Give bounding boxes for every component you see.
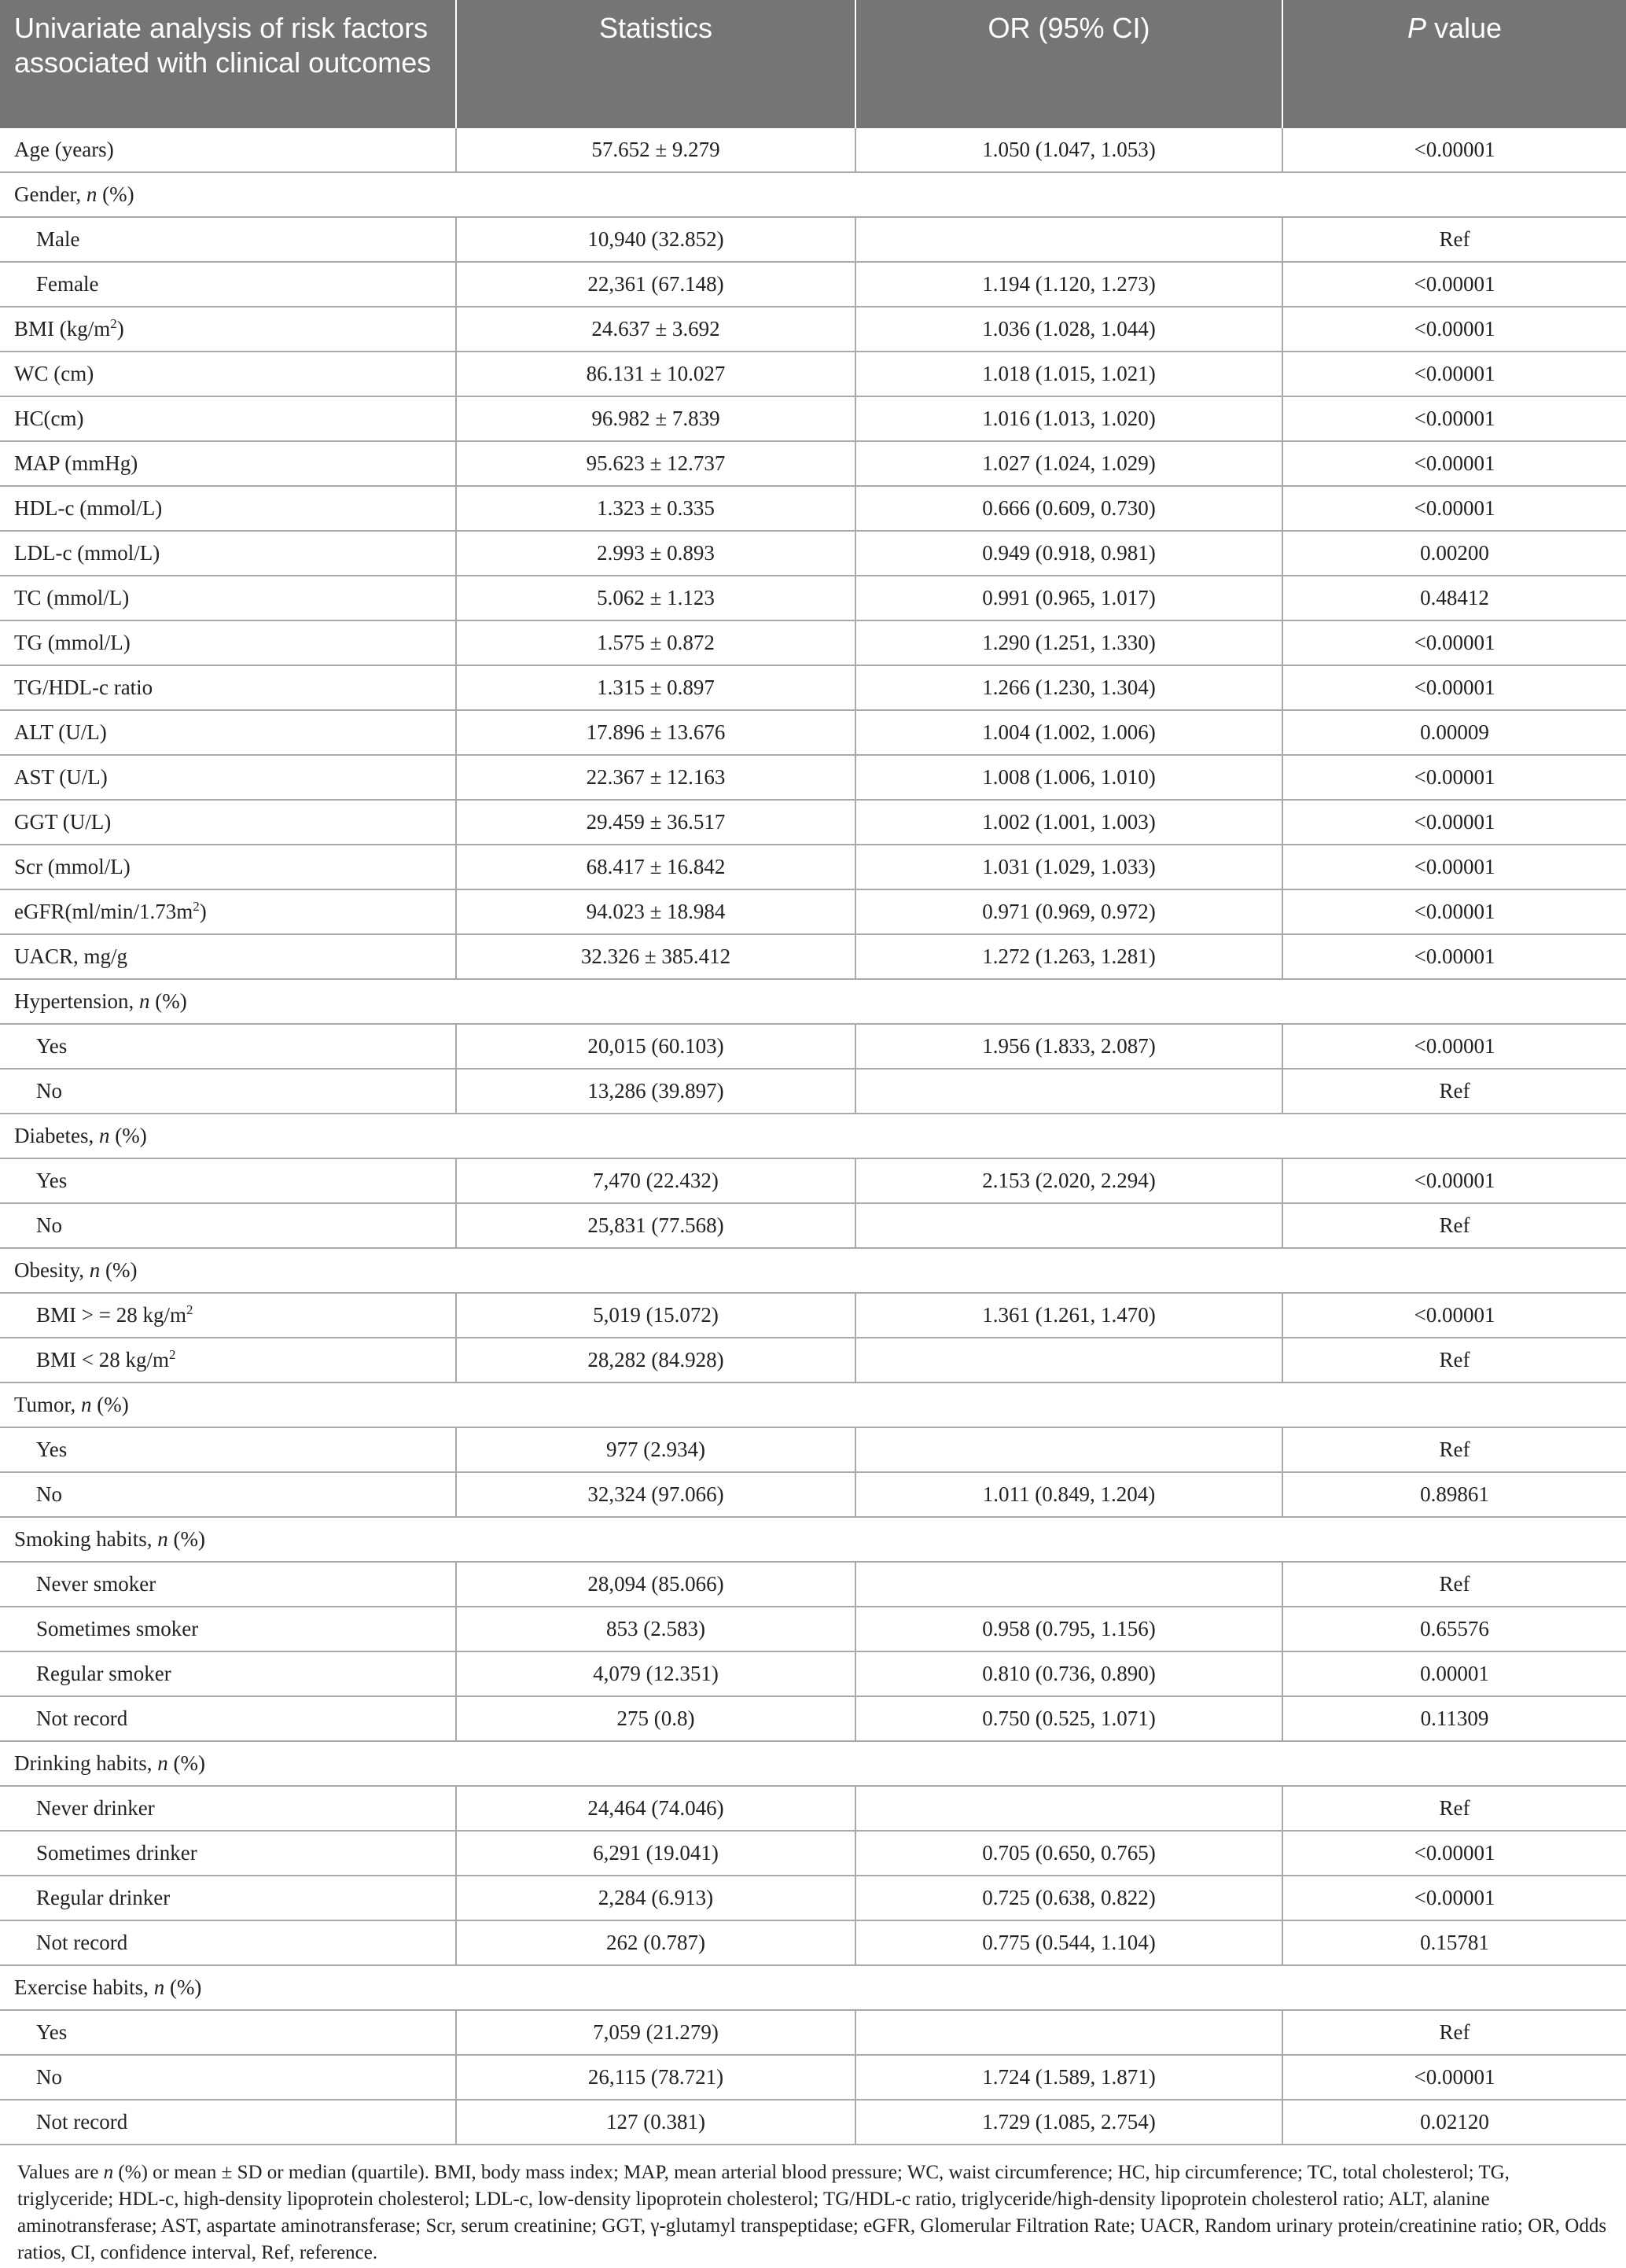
cell-p-value: Ref xyxy=(1282,1203,1626,1248)
table-row xyxy=(0,2100,1626,2145)
table-row xyxy=(0,889,1626,934)
row-label-text: Sometimes drinker xyxy=(36,1841,197,1865)
cell-p-value: <0.00001 xyxy=(1282,1293,1626,1338)
cell-statistics: 94.023 ± 18.984 xyxy=(456,889,855,934)
footnote-text: (%) or mean ± SD or median (quartile). BMI, body mass index; MAP, mean arterial blood pressure; WC, waist circumference; HC, hip circumference; TC, total cholesterol; TG, triglyceride; HDL-c, high-density lipoprotein cholesterol; LDL-c, low-density lipoprotein cholesterol; TG/HDL-c ratio, triglyceride/high-density lipoprotein cholesterol ratio; ALT, alanine aminotransferase; AST, aspartate aminotransferase; Scr, serum creatinine; GGT, γ-glutamyl transpeptidase; eGFR, Glomerular Filtration Rate; UACR, Random urinary protein/creatinine ratio; OR, Odds ratios, CI, confidence interval, Ref, reference. xyxy=(17,2162,1607,2263)
cell-p-value: <0.00001 xyxy=(1282,845,1626,889)
row-label-superscript: 2 xyxy=(186,1302,193,1317)
cell-or-ci: 0.725 (0.638, 0.822) xyxy=(855,1876,1282,1920)
table-row xyxy=(0,1472,1626,1517)
row-label xyxy=(0,1562,456,1607)
cell-statistics: 26,115 (78.721) xyxy=(456,2055,855,2100)
cell-p-value: <0.00001 xyxy=(1282,352,1626,396)
cell-p-value: Ref xyxy=(1282,1338,1626,1383)
row-label-suffix: ) xyxy=(199,900,207,923)
row-label xyxy=(0,1876,456,1920)
table-row xyxy=(0,1158,1626,1203)
row-label xyxy=(0,307,456,352)
cell-p-value: <0.00001 xyxy=(1282,396,1626,441)
group-header-row xyxy=(0,1965,1626,2010)
table-row xyxy=(0,1607,1626,1651)
row-label-text: Yes xyxy=(36,1169,68,1192)
row-label-text: MAP (mmHg) xyxy=(14,451,138,475)
cell-p-value: <0.00001 xyxy=(1282,2055,1626,2100)
group-label-text: Smoking habits, xyxy=(14,1527,158,1551)
group-label-text: Hypertension, xyxy=(14,989,139,1013)
cell-or-ci: 0.775 (0.544, 1.104) xyxy=(855,1920,1282,1965)
cell-statistics: 29.459 ± 36.517 xyxy=(456,800,855,845)
group-label xyxy=(0,979,1626,1024)
header-or-ci: OR (95% CI) xyxy=(855,0,1282,128)
cell-or-ci xyxy=(855,1069,1282,1114)
header-p-word: value xyxy=(1433,12,1503,44)
cell-statistics: 57.652 ± 9.279 xyxy=(456,128,855,172)
row-label-text: No xyxy=(36,1079,62,1103)
row-label-text: LDL-c (mmol/L) xyxy=(14,541,160,565)
group-label-suffix: (%) xyxy=(109,1124,147,1147)
table-row xyxy=(0,934,1626,979)
cell-statistics: 17.896 ± 13.676 xyxy=(456,710,855,755)
cell-or-ci: 1.004 (1.002, 1.006) xyxy=(855,710,1282,755)
cell-statistics: 96.982 ± 7.839 xyxy=(456,396,855,441)
cell-p-value: <0.00001 xyxy=(1282,441,1626,486)
cell-statistics: 275 (0.8) xyxy=(456,1696,855,1741)
row-label xyxy=(0,1427,456,1472)
cell-p-value: <0.00001 xyxy=(1282,755,1626,800)
cell-or-ci: 1.016 (1.013, 1.020) xyxy=(855,396,1282,441)
row-label xyxy=(0,800,456,845)
cell-statistics: 2,284 (6.913) xyxy=(456,1876,855,1920)
table-row xyxy=(0,1696,1626,1741)
footnote-prefix: Values are xyxy=(17,2162,104,2183)
group-label-n: n xyxy=(98,1124,110,1147)
cell-p-value: <0.00001 xyxy=(1282,1024,1626,1069)
cell-or-ci: 1.002 (1.001, 1.003) xyxy=(855,800,1282,845)
cell-or-ci: 0.666 (0.609, 0.730) xyxy=(855,486,1282,531)
cell-or-ci: 0.705 (0.650, 0.765) xyxy=(855,1831,1282,1876)
row-label xyxy=(0,1472,456,1517)
cell-statistics: 25,831 (77.568) xyxy=(456,1203,855,1248)
group-label-suffix: (%) xyxy=(97,182,134,206)
row-label xyxy=(0,1696,456,1741)
table-row xyxy=(0,620,1626,665)
table-row xyxy=(0,128,1626,172)
row-label xyxy=(0,441,456,486)
cell-or-ci: 1.956 (1.833, 2.087) xyxy=(855,1024,1282,1069)
cell-statistics: 6,291 (19.041) xyxy=(456,1831,855,1876)
cell-statistics: 5.062 ± 1.123 xyxy=(456,576,855,620)
cell-or-ci: 0.958 (0.795, 1.156) xyxy=(855,1607,1282,1651)
group-label-n: n xyxy=(80,1393,92,1416)
row-label xyxy=(0,1069,456,1114)
row-label-text: Regular drinker xyxy=(36,1886,171,1909)
group-label-text: Drinking habits, xyxy=(14,1751,158,1775)
cell-or-ci: 1.031 (1.029, 1.033) xyxy=(855,845,1282,889)
group-label-suffix: (%) xyxy=(91,1393,129,1416)
cell-or-ci: 0.810 (0.736, 0.890) xyxy=(855,1651,1282,1696)
cell-or-ci: 0.991 (0.965, 1.017) xyxy=(855,576,1282,620)
cell-p-value: <0.00001 xyxy=(1282,620,1626,665)
table-row xyxy=(0,262,1626,307)
row-label xyxy=(0,128,456,172)
table-row xyxy=(0,1651,1626,1696)
cell-statistics: 95.623 ± 12.737 xyxy=(456,441,855,486)
table-body xyxy=(0,128,1626,2145)
row-label xyxy=(0,217,456,262)
cell-statistics: 5,019 (15.072) xyxy=(456,1293,855,1338)
cell-or-ci: 1.729 (1.085, 2.754) xyxy=(855,2100,1282,2145)
group-label xyxy=(0,1517,1626,1562)
group-label-text: Diabetes, xyxy=(14,1124,99,1147)
cell-p-value: Ref xyxy=(1282,1786,1626,1831)
row-label xyxy=(0,1831,456,1876)
cell-p-value: 0.11309 xyxy=(1282,1696,1626,1741)
group-header-row xyxy=(0,172,1626,217)
cell-p-value: 0.65576 xyxy=(1282,1607,1626,1651)
cell-p-value: <0.00001 xyxy=(1282,307,1626,352)
row-label xyxy=(0,620,456,665)
cell-statistics: 13,286 (39.897) xyxy=(456,1069,855,1114)
cell-or-ci: 1.194 (1.120, 1.273) xyxy=(855,262,1282,307)
cell-statistics: 4,079 (12.351) xyxy=(456,1651,855,1696)
cell-p-value: 0.48412 xyxy=(1282,576,1626,620)
cell-p-value: <0.00001 xyxy=(1282,1831,1626,1876)
table-row xyxy=(0,1786,1626,1831)
cell-statistics: 127 (0.381) xyxy=(456,2100,855,2145)
cell-p-value: 0.02120 xyxy=(1282,2100,1626,2145)
table-row xyxy=(0,2055,1626,2100)
header-p-value xyxy=(1282,0,1626,128)
row-label-text: eGFR(ml/min/1.73m xyxy=(14,900,193,923)
row-label xyxy=(0,934,456,979)
row-label-text: No xyxy=(36,2065,62,2089)
row-label-text: UACR, mg/g xyxy=(14,944,128,968)
group-header-row xyxy=(0,979,1626,1024)
group-label-suffix: (%) xyxy=(167,1527,205,1551)
row-label-text: TC (mmol/L) xyxy=(14,586,130,609)
row-label-text: Scr (mmol/L) xyxy=(14,855,131,878)
row-label xyxy=(0,396,456,441)
table-header xyxy=(0,0,1626,128)
row-label xyxy=(0,2010,456,2055)
cell-p-value: Ref xyxy=(1282,2010,1626,2055)
cell-or-ci: 1.266 (1.230, 1.304) xyxy=(855,665,1282,710)
row-label-text: HC(cm) xyxy=(14,407,84,430)
row-label-text: Male xyxy=(36,227,80,251)
table-row xyxy=(0,1069,1626,1114)
group-label-suffix: (%) xyxy=(100,1258,138,1282)
cell-statistics: 22,361 (67.148) xyxy=(456,262,855,307)
row-label-text: No xyxy=(36,1213,62,1237)
row-label-text: BMI (kg/m xyxy=(14,317,111,341)
group-header-row xyxy=(0,1517,1626,1562)
group-label-n: n xyxy=(153,1975,165,1999)
cell-p-value: 0.00001 xyxy=(1282,1651,1626,1696)
table-row xyxy=(0,800,1626,845)
cell-statistics: 32,324 (97.066) xyxy=(456,1472,855,1517)
row-label-text: TG (mmol/L) xyxy=(14,631,131,654)
row-label xyxy=(0,531,456,576)
cell-or-ci: 1.724 (1.589, 1.871) xyxy=(855,2055,1282,2100)
cell-statistics: 24.637 ± 3.692 xyxy=(456,307,855,352)
row-label-text: Yes xyxy=(36,1438,68,1461)
table-row xyxy=(0,576,1626,620)
table-row xyxy=(0,307,1626,352)
row-label-superscript: 2 xyxy=(193,899,200,914)
cell-statistics: 86.131 ± 10.027 xyxy=(456,352,855,396)
cell-statistics: 1.323 ± 0.335 xyxy=(456,486,855,531)
cell-or-ci: 1.018 (1.015, 1.021) xyxy=(855,352,1282,396)
table-row xyxy=(0,1876,1626,1920)
cell-statistics: 28,282 (84.928) xyxy=(456,1338,855,1383)
row-label xyxy=(0,486,456,531)
table-row xyxy=(0,845,1626,889)
cell-statistics: 7,059 (21.279) xyxy=(456,2010,855,2055)
cell-p-value: Ref xyxy=(1282,1427,1626,1472)
row-label-text: Sometimes smoker xyxy=(36,1617,199,1640)
cell-p-value: <0.00001 xyxy=(1282,1158,1626,1203)
group-label-text: Tumor, xyxy=(14,1393,81,1416)
cell-p-value: 0.00200 xyxy=(1282,531,1626,576)
row-label xyxy=(0,2055,456,2100)
cell-p-value: 0.15781 xyxy=(1282,1920,1626,1965)
group-label-n: n xyxy=(157,1527,168,1551)
row-label xyxy=(0,352,456,396)
row-label xyxy=(0,1293,456,1338)
header-statistics: Statistics xyxy=(456,0,855,128)
row-label xyxy=(0,755,456,800)
row-label xyxy=(0,889,456,934)
row-label-text: WC (cm) xyxy=(14,362,94,385)
cell-p-value: 0.00009 xyxy=(1282,710,1626,755)
row-label xyxy=(0,576,456,620)
group-label xyxy=(0,1114,1626,1158)
header-row xyxy=(0,0,1626,128)
cell-statistics: 7,470 (22.432) xyxy=(456,1158,855,1203)
row-label-text: Not record xyxy=(36,1707,128,1730)
header-variable: Univariate analysis of risk factors associated with clinical outcomes xyxy=(0,0,456,128)
group-header-row xyxy=(0,1114,1626,1158)
row-label xyxy=(0,710,456,755)
cell-statistics: 32.326 ± 385.412 xyxy=(456,934,855,979)
cell-p-value: <0.00001 xyxy=(1282,800,1626,845)
table-footnote xyxy=(0,2145,1626,2266)
row-label-text: BMI < 28 kg/m xyxy=(36,1348,169,1371)
row-label-superscript: 2 xyxy=(110,316,117,331)
cell-statistics: 853 (2.583) xyxy=(456,1607,855,1651)
group-label xyxy=(0,1741,1626,1786)
cell-or-ci xyxy=(855,2010,1282,2055)
cell-p-value: <0.00001 xyxy=(1282,665,1626,710)
group-label xyxy=(0,172,1626,217)
table-row xyxy=(0,352,1626,396)
header-p-letter: P xyxy=(1407,12,1426,44)
group-label-suffix: (%) xyxy=(167,1751,205,1775)
cell-or-ci: 1.361 (1.261, 1.470) xyxy=(855,1293,1282,1338)
cell-p-value: <0.00001 xyxy=(1282,486,1626,531)
group-label-n: n xyxy=(157,1751,168,1775)
cell-or-ci: 1.036 (1.028, 1.044) xyxy=(855,307,1282,352)
cell-or-ci: 1.050 (1.047, 1.053) xyxy=(855,128,1282,172)
footnote-n: n xyxy=(103,2162,114,2183)
cell-statistics: 2.993 ± 0.893 xyxy=(456,531,855,576)
group-header-row xyxy=(0,1741,1626,1786)
cell-p-value: <0.00001 xyxy=(1282,128,1626,172)
row-label-text: Never smoker xyxy=(36,1572,156,1596)
row-label-text: HDL-c (mmol/L) xyxy=(14,496,163,520)
table-row xyxy=(0,531,1626,576)
row-label-text: Never drinker xyxy=(36,1796,155,1820)
table-row xyxy=(0,755,1626,800)
group-label-text: Exercise habits, xyxy=(14,1975,154,1999)
group-label-suffix: (%) xyxy=(164,1975,202,1999)
row-label xyxy=(0,1651,456,1696)
row-label xyxy=(0,1338,456,1383)
group-label xyxy=(0,1248,1626,1293)
row-label-suffix: ) xyxy=(116,317,124,341)
row-label-text: Not record xyxy=(36,2110,128,2134)
row-label xyxy=(0,1203,456,1248)
row-label-text: BMI > = 28 kg/m xyxy=(36,1303,186,1327)
row-label xyxy=(0,2100,456,2145)
row-label xyxy=(0,1920,456,1965)
row-label-text: Yes xyxy=(36,1034,68,1058)
group-label-text: Obesity, xyxy=(14,1258,90,1282)
table-row xyxy=(0,1427,1626,1472)
cell-p-value: <0.00001 xyxy=(1282,934,1626,979)
group-label-n: n xyxy=(86,182,97,206)
cell-p-value: Ref xyxy=(1282,1069,1626,1114)
row-label-text: Yes xyxy=(36,2020,68,2044)
cell-or-ci: 0.971 (0.969, 0.972) xyxy=(855,889,1282,934)
row-label xyxy=(0,262,456,307)
cell-or-ci: 1.027 (1.024, 1.029) xyxy=(855,441,1282,486)
cell-statistics: 20,015 (60.103) xyxy=(456,1024,855,1069)
row-label xyxy=(0,1607,456,1651)
cell-p-value: 0.89861 xyxy=(1282,1472,1626,1517)
table-row xyxy=(0,1203,1626,1248)
cell-statistics: 68.417 ± 16.842 xyxy=(456,845,855,889)
group-label xyxy=(0,1383,1626,1427)
cell-or-ci xyxy=(855,217,1282,262)
cell-statistics: 10,940 (32.852) xyxy=(456,217,855,262)
cell-or-ci: 1.290 (1.251, 1.330) xyxy=(855,620,1282,665)
row-label xyxy=(0,845,456,889)
row-label-text: Regular smoker xyxy=(36,1662,171,1685)
table-row xyxy=(0,1293,1626,1338)
cell-or-ci: 1.272 (1.263, 1.281) xyxy=(855,934,1282,979)
cell-p-value: <0.00001 xyxy=(1282,262,1626,307)
cell-statistics: 977 (2.934) xyxy=(456,1427,855,1472)
row-label xyxy=(0,1786,456,1831)
group-label-text: Gender, xyxy=(14,182,86,206)
row-label xyxy=(0,1158,456,1203)
cell-statistics: 262 (0.787) xyxy=(456,1920,855,1965)
row-label-text: Not record xyxy=(36,1931,128,1954)
table-row xyxy=(0,486,1626,531)
table-row xyxy=(0,396,1626,441)
cell-or-ci: 0.949 (0.918, 0.981) xyxy=(855,531,1282,576)
cell-or-ci xyxy=(855,1427,1282,1472)
group-label-suffix: (%) xyxy=(149,989,187,1013)
row-label-text: TG/HDL-c ratio xyxy=(14,676,153,699)
table-row xyxy=(0,1562,1626,1607)
row-label-superscript: 2 xyxy=(169,1347,176,1362)
cell-or-ci xyxy=(855,1786,1282,1831)
cell-statistics: 28,094 (85.066) xyxy=(456,1562,855,1607)
row-label-text: No xyxy=(36,1482,62,1506)
group-label xyxy=(0,1965,1626,2010)
table-row xyxy=(0,1920,1626,1965)
cell-statistics: 1.315 ± 0.897 xyxy=(456,665,855,710)
row-label xyxy=(0,1024,456,1069)
table-row xyxy=(0,2010,1626,2055)
table-row xyxy=(0,1831,1626,1876)
table-row xyxy=(0,1338,1626,1383)
cell-or-ci: 1.008 (1.006, 1.010) xyxy=(855,755,1282,800)
cell-or-ci: 0.750 (0.525, 1.071) xyxy=(855,1696,1282,1741)
cell-or-ci: 2.153 (2.020, 2.294) xyxy=(855,1158,1282,1203)
group-header-row xyxy=(0,1248,1626,1293)
cell-p-value: Ref xyxy=(1282,1562,1626,1607)
cell-p-value: <0.00001 xyxy=(1282,1876,1626,1920)
cell-or-ci xyxy=(855,1562,1282,1607)
group-header-row xyxy=(0,1383,1626,1427)
row-label-text: AST (U/L) xyxy=(14,765,108,789)
table-row xyxy=(0,665,1626,710)
row-label-text: Female xyxy=(36,272,99,296)
table-row xyxy=(0,217,1626,262)
row-label xyxy=(0,665,456,710)
row-label-text: GGT (U/L) xyxy=(14,810,112,834)
table-row xyxy=(0,710,1626,755)
group-label-n: n xyxy=(89,1258,101,1282)
cell-statistics: 24,464 (74.046) xyxy=(456,1786,855,1831)
cell-p-value: <0.00001 xyxy=(1282,889,1626,934)
cell-statistics: 1.575 ± 0.872 xyxy=(456,620,855,665)
row-label-text: Age (years) xyxy=(14,138,114,161)
cell-p-value: Ref xyxy=(1282,217,1626,262)
cell-or-ci xyxy=(855,1338,1282,1383)
cell-or-ci: 1.011 (0.849, 1.204) xyxy=(855,1472,1282,1517)
cell-or-ci xyxy=(855,1203,1282,1248)
table-row xyxy=(0,441,1626,486)
row-label-text: ALT (U/L) xyxy=(14,720,107,744)
table-row xyxy=(0,1024,1626,1069)
group-label-n: n xyxy=(138,989,150,1013)
cell-statistics: 22.367 ± 12.163 xyxy=(456,755,855,800)
